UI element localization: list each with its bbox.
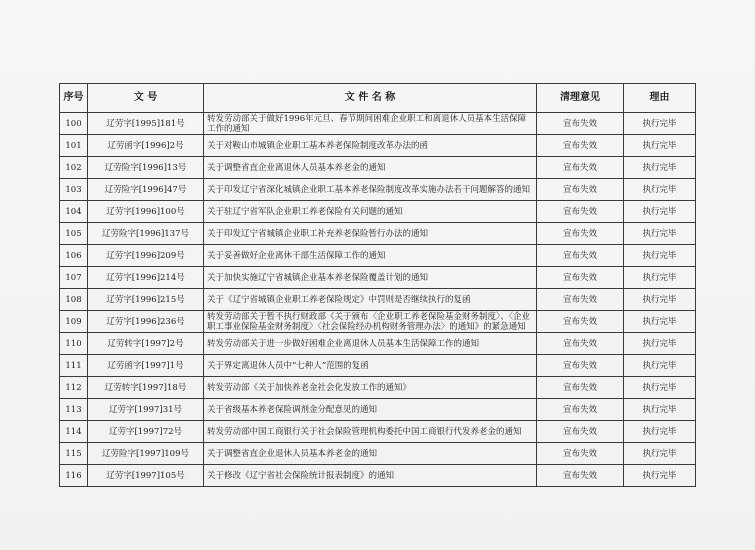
table-row [60, 113, 696, 135]
cell-reason: 执行完毕 [624, 399, 696, 421]
cell-title: 转发劳动部《关于加快养老金社会化发放工作的通知》 [204, 377, 537, 399]
cell-opinion: 宣布失效 [537, 421, 624, 443]
document-table [59, 83, 696, 487]
cell-doc-no: 辽劳险字[1996]47号 [88, 179, 204, 201]
cell-seq: 103 [60, 179, 88, 201]
table-row [60, 157, 696, 179]
table-row [60, 443, 696, 465]
cell-title: 关于加快实施辽宁省城镇企业基本养老保险覆盖计划的通知 [204, 267, 537, 289]
cell-title: 关于界定离退休人员中“七种人”范围的复函 [204, 355, 537, 377]
table-row [60, 179, 696, 201]
table-row [60, 135, 696, 157]
cell-title: 转发劳动部关于暂不执行财政部《关于颁布〈企业职工养老保险基金财务制度〉、〈企业职工事业保险基金财务制度〉〈社会保险经办机构财务管理办法〉的通知》的紧急通知 [204, 311, 537, 333]
table-row [60, 311, 696, 333]
cell-seq: 101 [60, 135, 88, 157]
cell-seq: 106 [60, 245, 88, 267]
table-row [60, 465, 696, 487]
cell-title: 关于《辽宁省城镇企业职工养老保险规定》中罚则是否继续执行的复函 [204, 289, 537, 311]
cell-title: 关于省级基本养老保险调剂金分配意见的通知 [204, 399, 537, 421]
cell-doc-no: 辽劳字[1996]100号 [88, 201, 204, 223]
cell-reason: 执行完毕 [624, 135, 696, 157]
cell-doc-no: 辽劳字[1996]214号 [88, 267, 204, 289]
header-doc-no: 文 号 [88, 84, 204, 113]
table-row [60, 245, 696, 267]
cell-seq: 115 [60, 443, 88, 465]
cell-title: 关于对鞍山市城镇企业职工基本养老保险制度改革办法的函 [204, 135, 537, 157]
table-row [60, 201, 696, 223]
table-row [60, 267, 696, 289]
cell-seq: 105 [60, 223, 88, 245]
cell-opinion: 宣布失效 [537, 245, 624, 267]
cell-doc-no: 辽劳字[1996]215号 [88, 289, 204, 311]
cell-opinion: 宣布失效 [537, 311, 624, 333]
cell-reason: 执行完毕 [624, 311, 696, 333]
cell-opinion: 宣布失效 [537, 267, 624, 289]
cell-seq: 111 [60, 355, 88, 377]
table-row [60, 377, 696, 399]
cell-title: 关于妥善做好企业离休干部生活保障工作的通知 [204, 245, 537, 267]
cell-reason: 执行完毕 [624, 465, 696, 487]
cell-reason: 执行完毕 [624, 267, 696, 289]
cell-reason: 执行完毕 [624, 333, 696, 355]
cell-reason: 执行完毕 [624, 355, 696, 377]
cell-seq: 113 [60, 399, 88, 421]
cell-reason: 执行完毕 [624, 223, 696, 245]
cell-seq: 107 [60, 267, 88, 289]
cell-reason: 执行完毕 [624, 289, 696, 311]
cell-opinion: 宣布失效 [537, 377, 624, 399]
cell-doc-no: 辽劳字[1997]31号 [88, 399, 204, 421]
cell-doc-no: 辽劳险字[1997]109号 [88, 443, 204, 465]
cell-title: 转发劳动部关于做好1996年元旦、春节期间困难企业职工和离退休人员基本生活保障工作的通知 [204, 113, 537, 135]
header-seq: 序号 [60, 84, 88, 113]
cell-opinion: 宣布失效 [537, 157, 624, 179]
cell-reason: 执行完毕 [624, 421, 696, 443]
cell-doc-no: 辽劳字[1997]105号 [88, 465, 204, 487]
cell-reason: 执行完毕 [624, 377, 696, 399]
cell-seq: 102 [60, 157, 88, 179]
cell-reason: 执行完毕 [624, 157, 696, 179]
table-row [60, 289, 696, 311]
cell-doc-no: 辽劳转字[1997]18号 [88, 377, 204, 399]
cell-reason: 执行完毕 [624, 113, 696, 135]
cell-title: 关于调整省直企业退休人员基本养老金的通知 [204, 443, 537, 465]
cell-title: 关于印发辽宁省城镇企业职工补充养老保险暂行办法的通知 [204, 223, 537, 245]
cell-opinion: 宣布失效 [537, 399, 624, 421]
cell-opinion: 宣布失效 [537, 135, 624, 157]
cell-title: 关于调整省直企业离退休人员基本养老金的通知 [204, 157, 537, 179]
cell-seq: 114 [60, 421, 88, 443]
table-row [60, 333, 696, 355]
table-body [60, 113, 696, 487]
table-header-row [60, 84, 696, 113]
table-row [60, 355, 696, 377]
cell-reason: 执行完毕 [624, 443, 696, 465]
cell-title: 转发劳动部关于进一步做好困难企业离退休人员基本生活保障工作的通知 [204, 333, 537, 355]
cell-seq: 116 [60, 465, 88, 487]
table-row [60, 399, 696, 421]
cell-doc-no: 辽劳险字[1996]137号 [88, 223, 204, 245]
header-title: 文 件 名 称 [204, 84, 537, 113]
cell-opinion: 宣布失效 [537, 443, 624, 465]
cell-opinion: 宣布失效 [537, 289, 624, 311]
cell-doc-no: 辽劳字[1996]236号 [88, 311, 204, 333]
cell-seq: 100 [60, 113, 88, 135]
cell-opinion: 宣布失效 [537, 465, 624, 487]
header-reason: 理由 [624, 84, 696, 113]
cell-title: 关于修改《辽宁省社会保险统计报表制度》的通知 [204, 465, 537, 487]
cell-opinion: 宣布失效 [537, 355, 624, 377]
cell-reason: 执行完毕 [624, 201, 696, 223]
cell-title: 关于印发辽宁省深化城镇企业职工基本养老保险制度改革实施办法若干问题解答的通知 [204, 179, 537, 201]
cell-seq: 104 [60, 201, 88, 223]
cell-opinion: 宣布失效 [537, 179, 624, 201]
cell-reason: 执行完毕 [624, 245, 696, 267]
cell-doc-no: 辽劳函字[1997]1号 [88, 355, 204, 377]
header-opinion: 清理意见 [537, 84, 624, 113]
cell-title: 转发劳动部中国工商银行关于社会保险管理机构委托中国工商银行代发养老金的通知 [204, 421, 537, 443]
cell-doc-no: 辽劳函字[1996]2号 [88, 135, 204, 157]
table-row [60, 223, 696, 245]
cell-doc-no: 辽劳字[1996]209号 [88, 245, 204, 267]
cell-opinion: 宣布失效 [537, 113, 624, 135]
cell-opinion: 宣布失效 [537, 201, 624, 223]
cell-doc-no: 辽劳字[1997]72号 [88, 421, 204, 443]
cell-doc-no: 辽劳险字[1996]13号 [88, 157, 204, 179]
cell-seq: 108 [60, 289, 88, 311]
cell-seq: 110 [60, 333, 88, 355]
cell-seq: 112 [60, 377, 88, 399]
cell-seq: 109 [60, 311, 88, 333]
cell-title: 关于驻辽宁省军队企业职工养老保险有关问题的通知 [204, 201, 537, 223]
cell-opinion: 宣布失效 [537, 333, 624, 355]
cell-doc-no: 辽劳字[1995]181号 [88, 113, 204, 135]
cell-opinion: 宣布失效 [537, 223, 624, 245]
cell-reason: 执行完毕 [624, 179, 696, 201]
cell-doc-no: 辽劳转字[1997]2号 [88, 333, 204, 355]
table-row [60, 421, 696, 443]
